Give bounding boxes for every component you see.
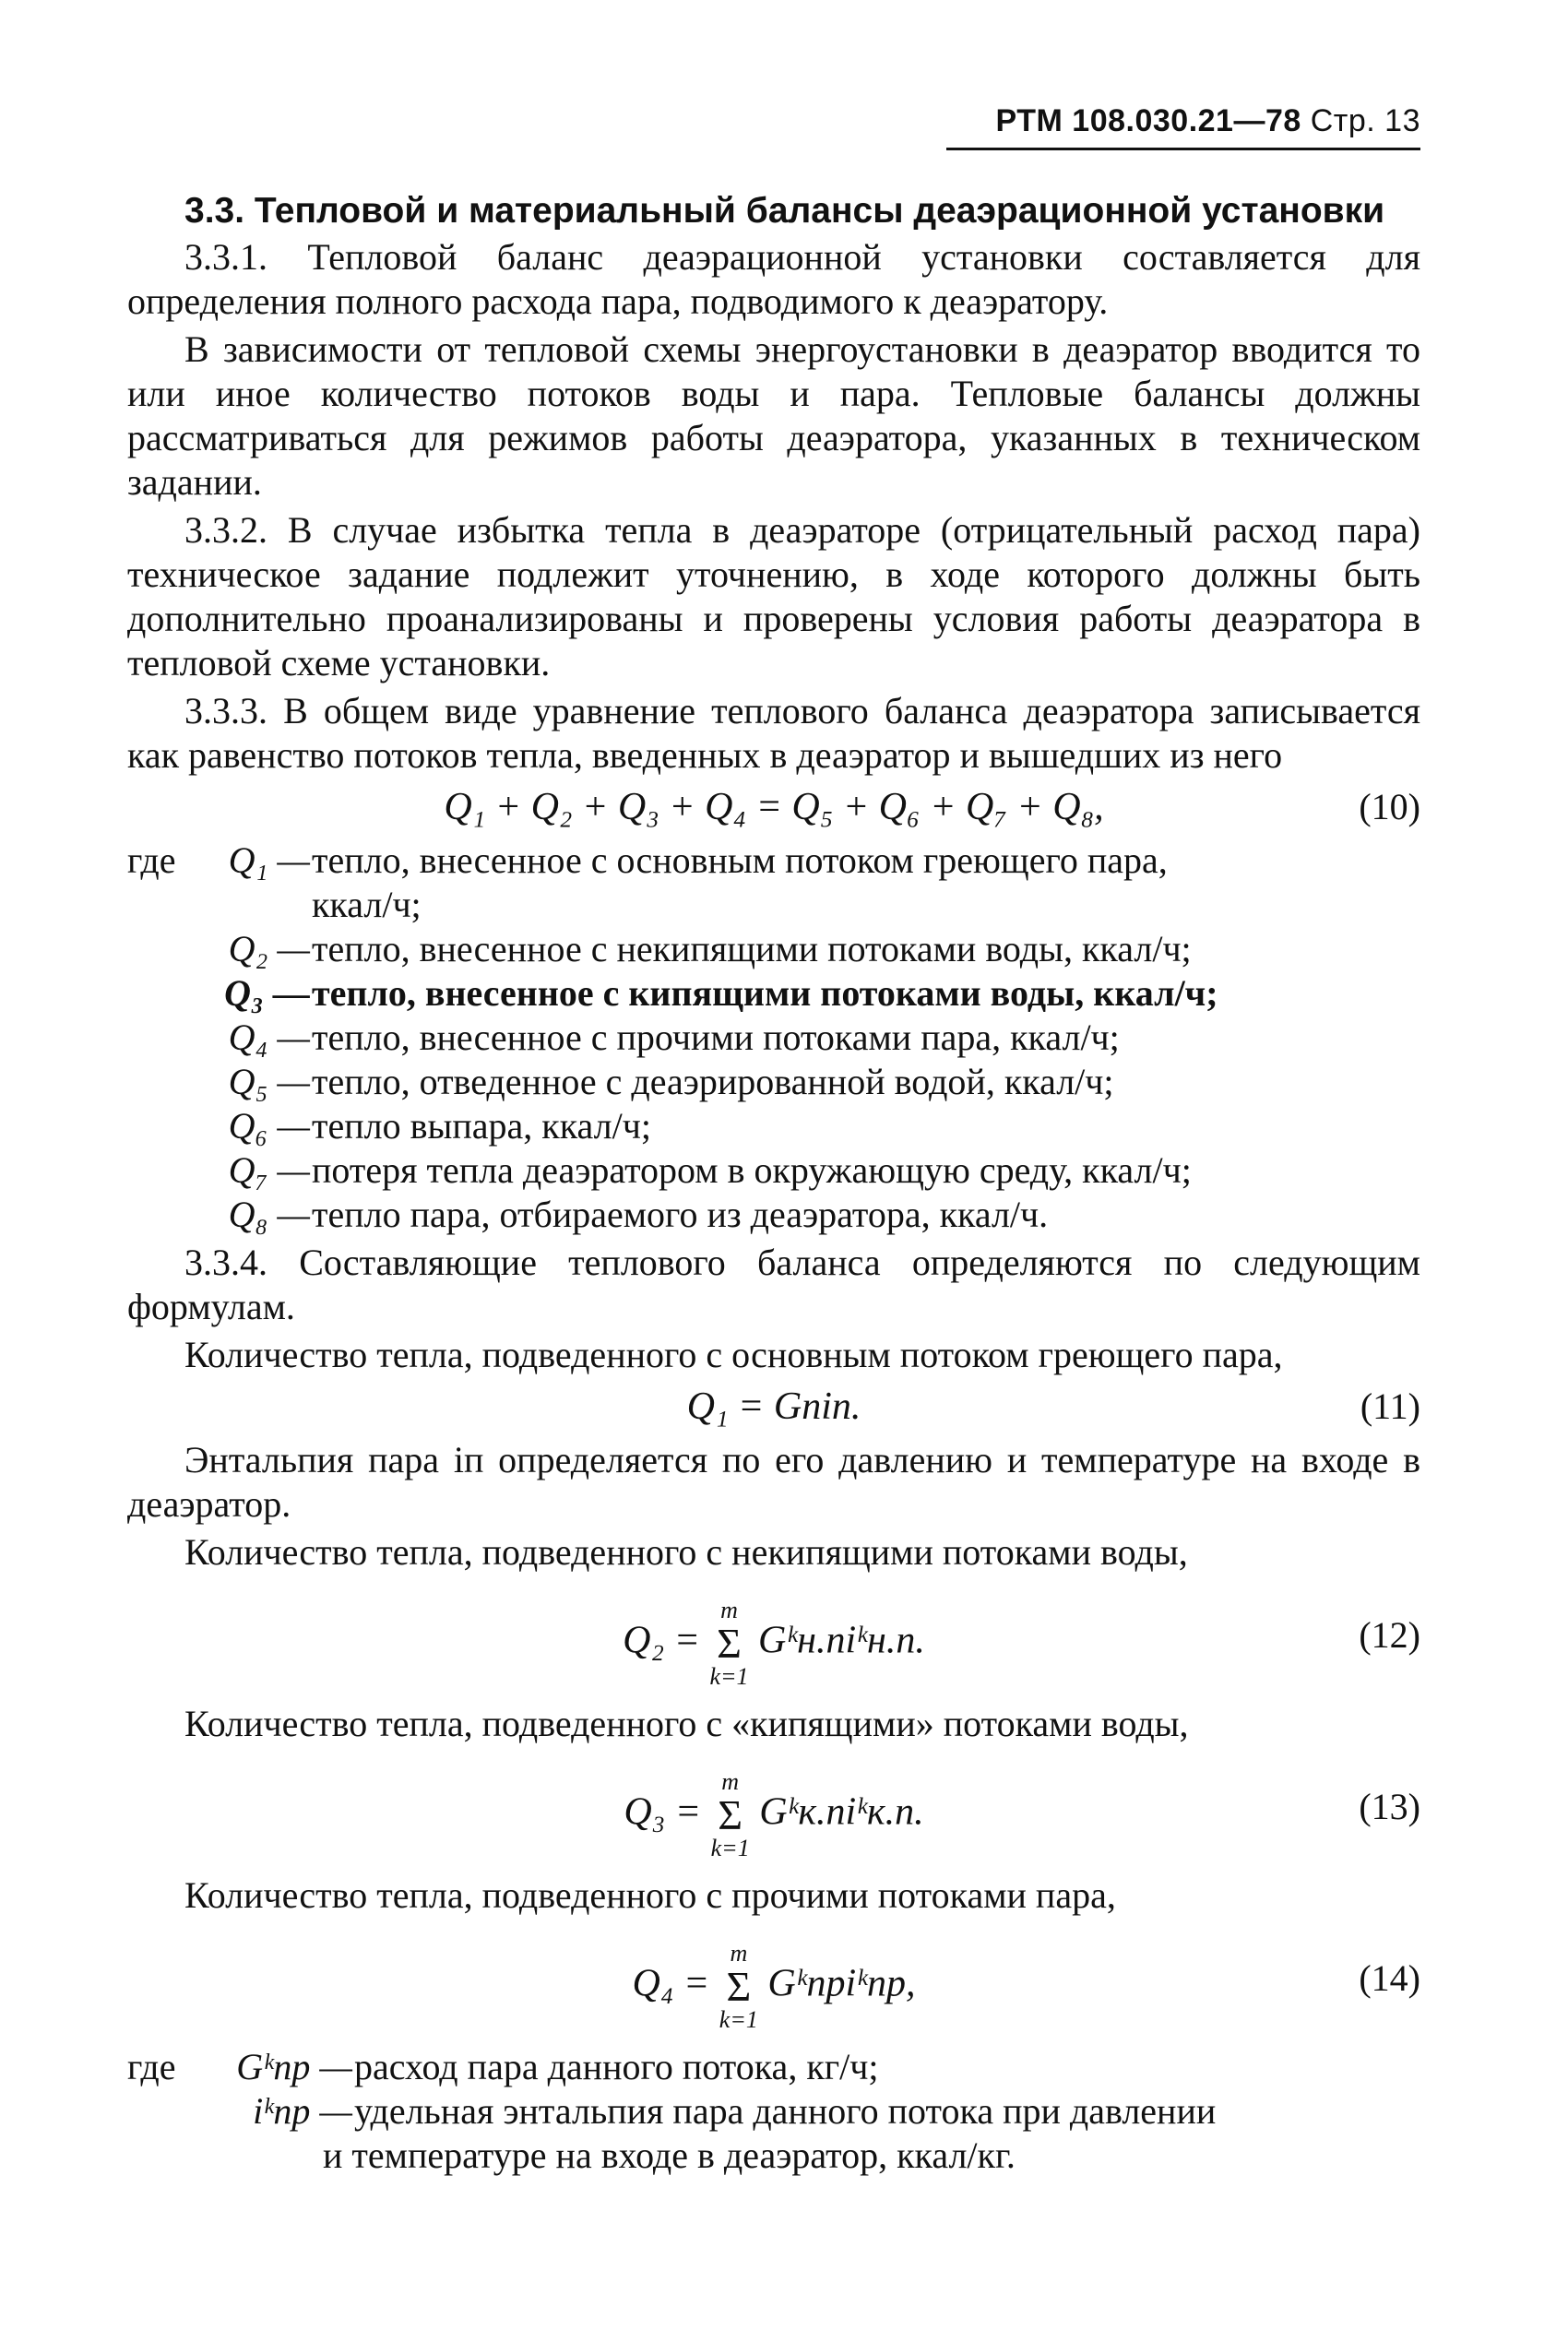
- equation-10-body: Q₁ + Q₂ + Q₃ + Q₄ = Q₅ + Q₆ + Q₇ + Q₈,: [444, 786, 1104, 828]
- equation-11-body: Q₁ = Gпiп.: [686, 1385, 861, 1428]
- equation-12-number: (12): [1359, 1614, 1420, 1656]
- definition-q6: [127, 1104, 1420, 1148]
- definition-q8: [127, 1193, 1420, 1237]
- definition-g-pr: [127, 2045, 1420, 2089]
- definition-q5: [127, 1060, 1420, 1104]
- definition-i-pr: [127, 2089, 1420, 2134]
- equation-13-body: [127, 1770, 1420, 1861]
- definition-q1-cont: ккал/ч;: [312, 884, 422, 925]
- definition-g-pr-symbol: Gᵏпр —: [236, 2046, 352, 2087]
- definition-i-pr-cont: и температуре на входе в деаэратор, ккал/кг.: [323, 2134, 1016, 2176]
- summation-sign: [709, 1599, 748, 1689]
- definition-q7-text: потеря тепла деаэратором в окружающую среду, ккал/ч;: [312, 1149, 1192, 1191]
- definition-q4: [127, 1016, 1420, 1060]
- definition-q4-text: тепло, внесенное с прочими потоками пара, ккал/ч;: [312, 1016, 1120, 1058]
- equation-14-number: (14): [1359, 1957, 1420, 1999]
- where-label: где: [127, 839, 176, 881]
- q2-intro: Количество тепла, подведенного с некипящими потоками воды,: [184, 1531, 1188, 1573]
- equation-10: [127, 781, 1420, 833]
- summation-sign: [719, 1942, 758, 2032]
- definition-q2-text: тепло, внесенное с некипящими потоками воды, ккал/ч;: [312, 928, 1192, 969]
- summation-sign: [711, 1770, 750, 1861]
- equation-10-number: (10): [1359, 786, 1420, 827]
- sum-symbol: Σ: [718, 1791, 743, 1838]
- equation-12-summand: Gᵏн.пiᵏн.п.: [758, 1619, 925, 1662]
- definition-q8-text: тепло пара, отбираемого из деаэратора, ккал/ч.: [312, 1194, 1049, 1235]
- definition-q6-symbol: Q₆ —: [228, 1105, 310, 1147]
- enthalpy-note: Энтальпия пара iп определяется по его давлению и температуре на входе в деаэратор.: [127, 1439, 1420, 1525]
- equation-13-number: (13): [1359, 1786, 1420, 1827]
- definition-q1-symbol: Q₁ —: [228, 839, 310, 881]
- definition-q3-text: тепло, внесенное с кипящими потоками воды, ккал/ч;: [312, 972, 1218, 1014]
- equation-13: [127, 1754, 1420, 1862]
- equation-12-body: [127, 1599, 1420, 1689]
- equation-14-body: [127, 1942, 1420, 2032]
- page-number: Стр. 13: [1310, 103, 1420, 138]
- equation-12-lhs: Q₂ =: [623, 1619, 700, 1662]
- sum-symbol: Σ: [726, 1963, 752, 2010]
- definition-q6-text: тепло выпара, ккал/ч;: [312, 1105, 651, 1147]
- definition-q7-symbol: Q₇ —: [228, 1149, 310, 1191]
- equation-13-summand: Gᵏк.пiᵏк.п.: [759, 1790, 924, 1834]
- sum-upper-limit: m: [720, 1597, 738, 1623]
- definition-q4-symbol: Q₄ —: [228, 1016, 310, 1058]
- definition-q5-text: тепло, отведенное с деаэрированной водой, ккал/ч;: [312, 1061, 1114, 1102]
- definition-q1: [127, 838, 1420, 883]
- equation-14-lhs: Q₄ =: [632, 1962, 710, 2005]
- definition-q8-symbol: Q₈ —: [228, 1194, 310, 1235]
- sum-upper-limit: m: [721, 1768, 740, 1795]
- definition-g-pr-text: расход пара данного потока, кг/ч;: [354, 2046, 879, 2087]
- equation-14-summand: Gᵏпрiᵏпр,: [767, 1962, 916, 2005]
- sum-lower-limit: k=1: [710, 1835, 750, 1861]
- sum-upper-limit: m: [730, 1940, 748, 1967]
- page-header: [996, 103, 1420, 139]
- q1-intro: Количество тепла, подведенного с основным потоком греющего пара,: [184, 1334, 1283, 1375]
- definition-i-pr-symbol: iᵏпр —: [253, 2090, 352, 2132]
- sum-lower-limit: k=1: [719, 2006, 758, 2033]
- definition-q5-symbol: Q₅ —: [228, 1061, 310, 1102]
- equation-14: [127, 1925, 1420, 2034]
- definition-q2: [127, 927, 1420, 971]
- paragraph-3-3-1: 3.3.1. Тепловой баланс деаэрационной установки составляется для определения полного расхода пара, подводимого к деаэратору.: [127, 236, 1420, 322]
- sum-symbol: Σ: [717, 1620, 742, 1667]
- definition-q7: [127, 1148, 1420, 1193]
- where-label: где: [127, 2046, 176, 2087]
- paragraph-3-3-2: 3.3.2. В случае избытка тепла в деаэраторе (отрицательный расход пара) техническое задание подлежит уточнению, в ходе которого должны быть дополнительно проанализированы и проверены условия работы деаэратора в тепловой схеме установки.: [127, 509, 1420, 684]
- page-content: [127, 189, 1420, 2178]
- paragraph-3-3-1-cont: В зависимости от тепловой схемы энергоустановки в деаэратор вводится то или иное количество потоков воды и пара. Тепловые балансы должны рассматриваться для режимов работы деаэратора, указанных в техническом задании.: [127, 328, 1420, 503]
- paragraph-3-3-3: 3.3.3. В общем виде уравнение теплового баланса деаэратора записывается как равенство потоков тепла, введенных в деаэратор и вышедших из него: [127, 690, 1420, 776]
- paragraph-3-3-4: 3.3.4. Составляющие теплового баланса определяются по следующим формулам.: [127, 1242, 1420, 1327]
- definition-q1-text: тепло, внесенное с основным потоком греющего пара,: [312, 839, 1168, 881]
- sum-lower-limit: k=1: [709, 1663, 749, 1690]
- equation-11: [127, 1381, 1420, 1433]
- definition-q3-symbol: Q₃ —: [224, 972, 310, 1014]
- header-rule: [946, 148, 1420, 150]
- definition-q2-symbol: Q₂ —: [228, 928, 310, 969]
- q3-intro: Количество тепла, подведенного с «кипящими» потоками воды,: [184, 1703, 1189, 1744]
- q4-intro: Количество тепла, подведенного с прочими потоками пара,: [184, 1874, 1116, 1916]
- document-code: РТМ 108.030.21—78: [995, 103, 1301, 138]
- section-title: 3.3. Тепловой и материальный балансы деаэрационной установки: [184, 191, 1385, 231]
- equation-13-lhs: Q₃ =: [624, 1790, 702, 1834]
- equation-12: [127, 1582, 1420, 1691]
- definition-i-pr-text: удельная энтальпия пара данного потока при давлении: [354, 2090, 1217, 2132]
- definition-q3: [127, 971, 1420, 1016]
- equation-11-number: (11): [1360, 1385, 1420, 1427]
